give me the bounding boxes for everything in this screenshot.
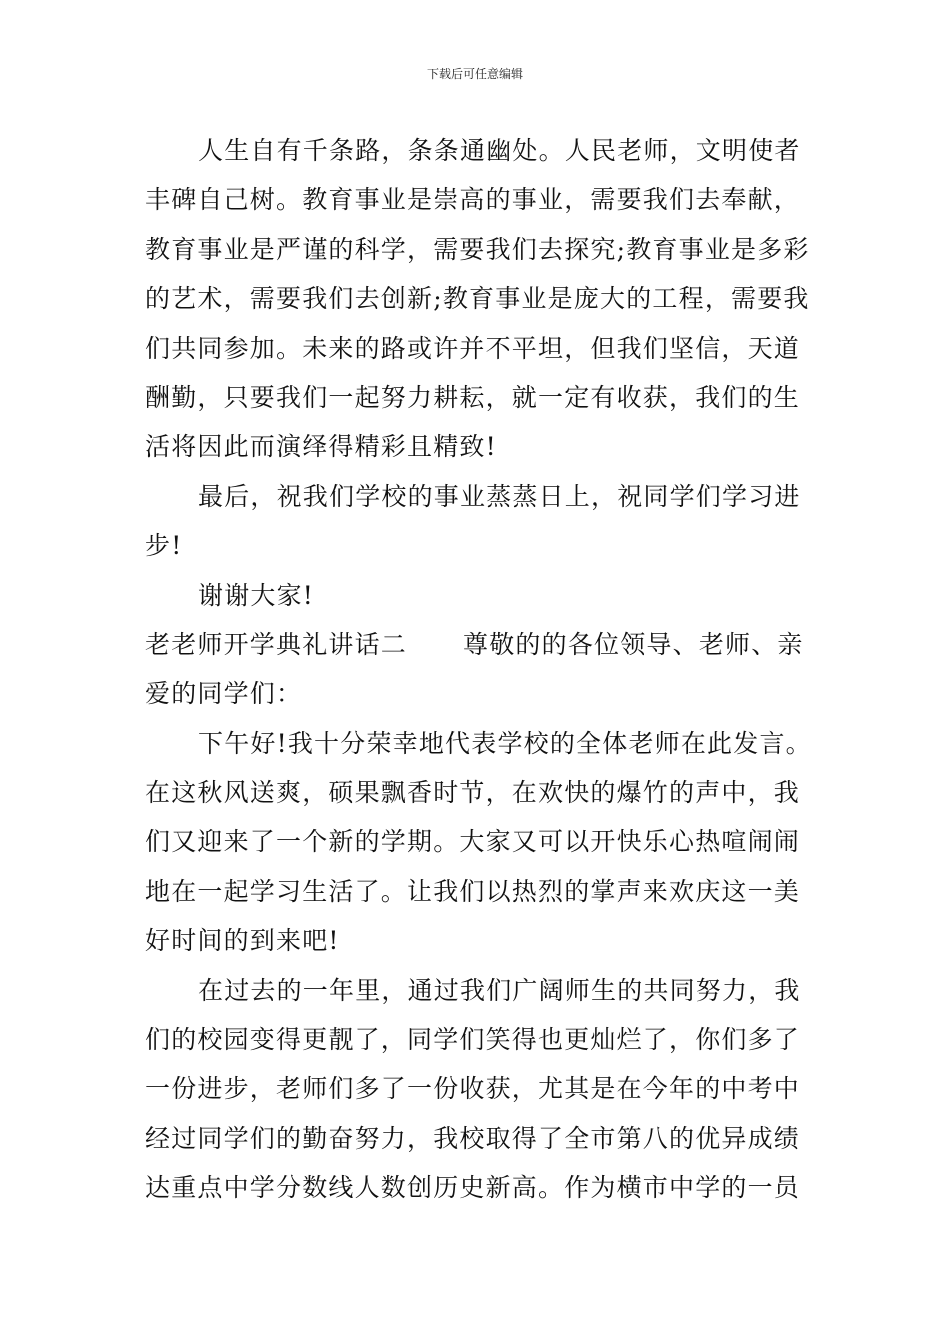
section-title: 老老师开学典礼讲话二 [145,629,408,659]
paragraph-line: 教育事业是严谨的科学，需要我们去探究;教育事业是多彩 [145,234,810,264]
paragraph-line: 爱的同学们： [145,679,303,709]
paragraph-line: 下午好!我十分荣幸地代表学校的全体老师在此发言。 [198,728,812,758]
paragraph-line: 人生自有千条路，条条通幽处。人民老师，文明使者 [198,136,801,165]
paragraph-line: 步! [145,531,183,561]
paragraph-line: 一份进步，老师们多了一份收获，尤其是在今年的中考中 [145,1074,801,1104]
paragraph-line: 的艺术，需要我们去创新;教育事业是庞大的工程，需要我 [145,284,810,314]
paragraph-line: 最后，祝我们学校的事业蒸蒸日上，祝同学们学习进 [198,481,801,511]
section-title-line [145,620,809,669]
paragraph-line: 活将因此而演绎得精彩且精致! [145,432,497,462]
paragraph-line: 在过去的一年里，通过我们广阔师生的共同努力，我 [198,975,801,1005]
paragraph-line: 丰碑自己树。教育事业是崇高的事业，需要我们去奉献， [145,185,801,215]
paragraph-line: 在这秋风送爽，硕果飘香时节，在欢快的爆竹的声中，我 [145,778,801,808]
paragraph-line: 们的校园变得更靓了，同学们笑得也更灿烂了，你们多了 [145,1025,801,1055]
paragraph-line: 好时间的到来吧! [145,926,340,956]
paragraph-line: 酬勤，只要我们一起努力耕耘，就一定有收获，我们的生 [145,382,801,412]
paragraph-line: 谢谢大家! [198,580,315,610]
paragraph-line: 达重点中学分数线人数创历史新高。作为横市中学的一员 [145,1173,801,1203]
paragraph-line: 地在一起学习生活了。让我们以热烈的掌声来欢庆这一美 [145,876,801,906]
document-body [145,126,812,1213]
page-header: 下载后可任意编辑 [426,67,523,81]
greeting-text: 尊敬的的各位领导、老师、亲 [463,629,804,659]
paragraph-line: 经过同学们的勤奋努力，我校取得了全市第八的优异成绩 [145,1123,801,1153]
paragraph-line: 们又迎来了一个新的学期。大家又可以开快乐心热喧闹闹 [145,827,801,857]
paragraph-line: 们共同参加。未来的路或许并不平坦，但我们坚信，天道 [145,333,801,363]
